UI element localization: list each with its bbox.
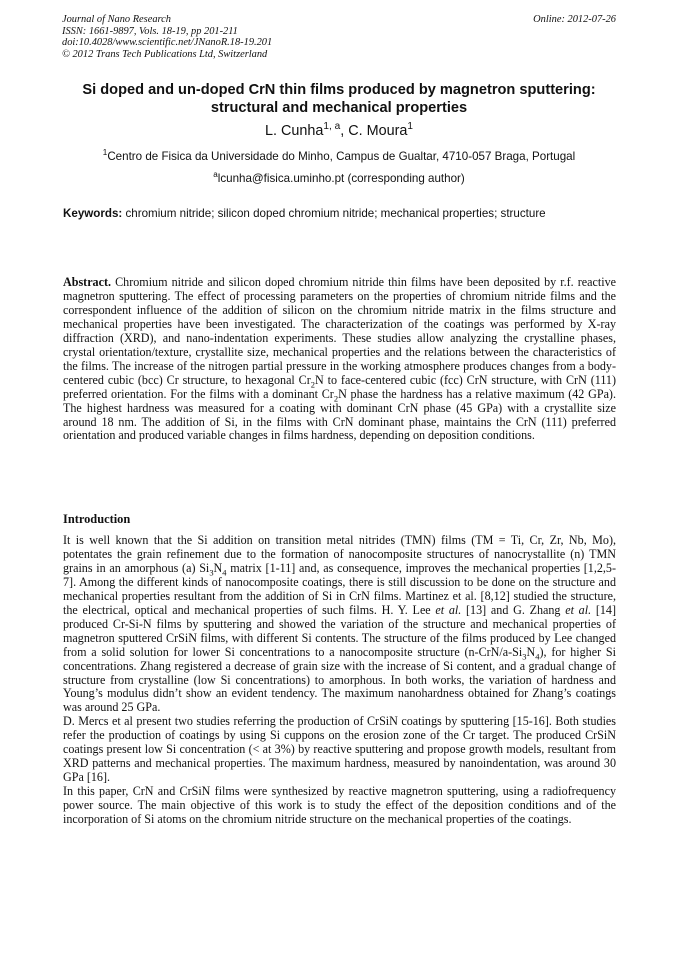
corresponding-email <box>62 172 616 185</box>
introduction-body <box>63 534 616 827</box>
journal-name: Journal of Nano Research <box>62 14 171 25</box>
intro-p1-text-2: N <box>213 560 223 575</box>
intro-p1-sub-2: 4 <box>222 567 227 578</box>
introduction-heading: Introduction <box>63 512 131 526</box>
journal-doi: doi:10.4028/www.scientific.net/JNanoR.18-19.201 <box>62 37 273 49</box>
intro-p1-sub-1: 3 <box>209 567 214 578</box>
intro-p1-etal-1: et al. <box>435 602 462 617</box>
affiliation <box>62 150 616 163</box>
affiliation-text: Centro de Fisica da Universidade do Minho, Campus de Gualtar, 4710-057 Braga, Portugal <box>107 150 576 163</box>
email-text: lcunha@fisica.uminho.pt (corresponding author) <box>217 172 465 185</box>
author-moura-affil: 1 <box>407 121 413 133</box>
intro-p1-text-1: It is well known that the Si addition on transition metal nitrides (TMN) films (TM = Ti, Cr, Zr, Nb, Mo), potentates the grain refinement due to the formation of nanocomposite structures of nanocrystallite (n) TMN grains in an amorphous (a) Si <box>63 533 616 575</box>
intro-paragraph-3: In this paper, CrN and CrSiN films were synthesized by reactive magnetron sputtering, using a radiofrequency power source. The main objective of this work is to study the effect of the deposition conditions and of the incorporation of Si atoms on the chromium nitride structure on the mechanical properties of the coatings. <box>63 784 616 827</box>
intro-p1-etal-2: et al. <box>565 602 592 617</box>
intro-p1-text-6: N <box>526 644 536 659</box>
author-separator: , <box>340 123 349 139</box>
intro-p1-sub-3: 3 <box>522 651 527 662</box>
intro-p1-text-4: [13] and G. Zhang <box>461 602 566 617</box>
intro-p1-text-3: matrix [1-11] and, as consequence, improves the mechanical properties [1,2,5-7]. Among the different kinds of nanocomposite coatings, there is still discussion to be done on the structure and mechanical properties resultant from the addition of Si in CrN films. Martinez et al. [8,12] studied the structure, the electrical, optical and mechanical properties of such films. H. Y. Lee <box>63 560 617 617</box>
affiliation-marker: 1 <box>102 148 108 158</box>
keywords <box>63 207 617 220</box>
author-line <box>62 123 616 139</box>
abstract-sub-1: 2 <box>310 379 316 390</box>
intro-p1-text-5: [14] produced Cr-Si-N films by sputtering and showed the variation of the structure and mechanical properties of magnetron sputtered CrSiN films, with different Si contents. The structure of the films produced by Lee changed from a solid solution for lower Si concentrations to a nanocomposite structure (n-CrN/a-Si <box>63 602 616 659</box>
journal-header <box>62 14 616 60</box>
paper-title: Si doped and un-doped CrN thin films produced by magnetron sputtering: structural and mechanical properties <box>82 82 596 116</box>
author-cunha-affil: 1, a <box>323 121 341 133</box>
abstract-text-2: N to face-centered cubic (fcc) CrN structure, with CrN (111) preferred orientation. For the films with a dominant Cr <box>63 372 616 401</box>
intro-paragraph-1 <box>63 534 616 715</box>
abstract-sub-2: 2 <box>333 393 339 404</box>
intro-p1-sub-4: 4 <box>535 651 540 662</box>
intro-p1-text-7: ), for higher Si concentrations. Zhang registered a decrease of grain size with the increase of Si content, and a gradual change of structure from crystalline (low Si concentrations) to amorphous. In both works, the variation of hardness and Young’s modulus didn’t show an evident tendency. The maximum nanohardness obtained for Zhang’s coatings was around 25 GPa. <box>63 644 616 715</box>
email-marker: a <box>213 170 218 180</box>
abstract-text-3: N phase the hardness has a relative maximum (42 GPa). The highest hardness was measured for a coating with dominant CrN phase (45 GPa) with a crystallite size around 18 nm. The addition of Si, in the films with CrN dominant phase, maintains the CrN (111) preferred orientation and produced variable changes in films hardness, depending on deposition conditions. <box>63 386 616 443</box>
intro-paragraph-2: D. Mercs et al present two studies referring the production of CrSiN coatings by sputtering [15-16]. Both studies refer the production of coatings by using Si cuppons on the erosion zone of the Cr target. The produced CrSiN coatings present low Si concentration (< at 3%) by reactive sputtering and propose growth models, resultant from XRD patterns and mechanical properties. The maximum hardness, measured by nanoindentation, was around 30 GPa [16]. <box>63 714 616 785</box>
author-cunha: L. Cunha <box>264 123 324 139</box>
author-moura: C. Moura <box>348 123 408 139</box>
keywords-label: Keywords: <box>63 207 123 220</box>
journal-copyright: © 2012 Trans Tech Publications Ltd, Switzerland <box>62 48 268 60</box>
journal-issn: ISSN: 1661-9897, Vols. 18-19, pp 201-211 <box>62 25 238 37</box>
online-date: Online: 2012-07-26 <box>533 14 616 25</box>
abstract-label: Abstract. <box>63 275 112 289</box>
abstract <box>63 276 616 443</box>
keywords-text: chromium nitride; silicon doped chromium nitride; mechanical properties; structure <box>122 207 546 220</box>
abstract-text-1: Chromium nitride and silicon doped chromium nitride thin films have been deposited by r.f. reactive magnetron sputtering. The effect of processing parameters on the properties of chromium nitride films and the correspondent influence of the addition of silicon on the chromium nitride matrix in the films structure and mechanical properties have been investigated. The characterization of the coatings was performed by X-ray diffraction (XRD), and nano-indentation experiments. These studies allow analyzing the crystalline phases, crystal orientation/texture, crystallite size, mechanical properties and the relations between the characteristics of the films. The increase of the nitrogen partial pressure in the working atmosphere produces changes from a body-centered cubic (bcc) Cr structure, to hexagonal Cr <box>63 275 616 387</box>
